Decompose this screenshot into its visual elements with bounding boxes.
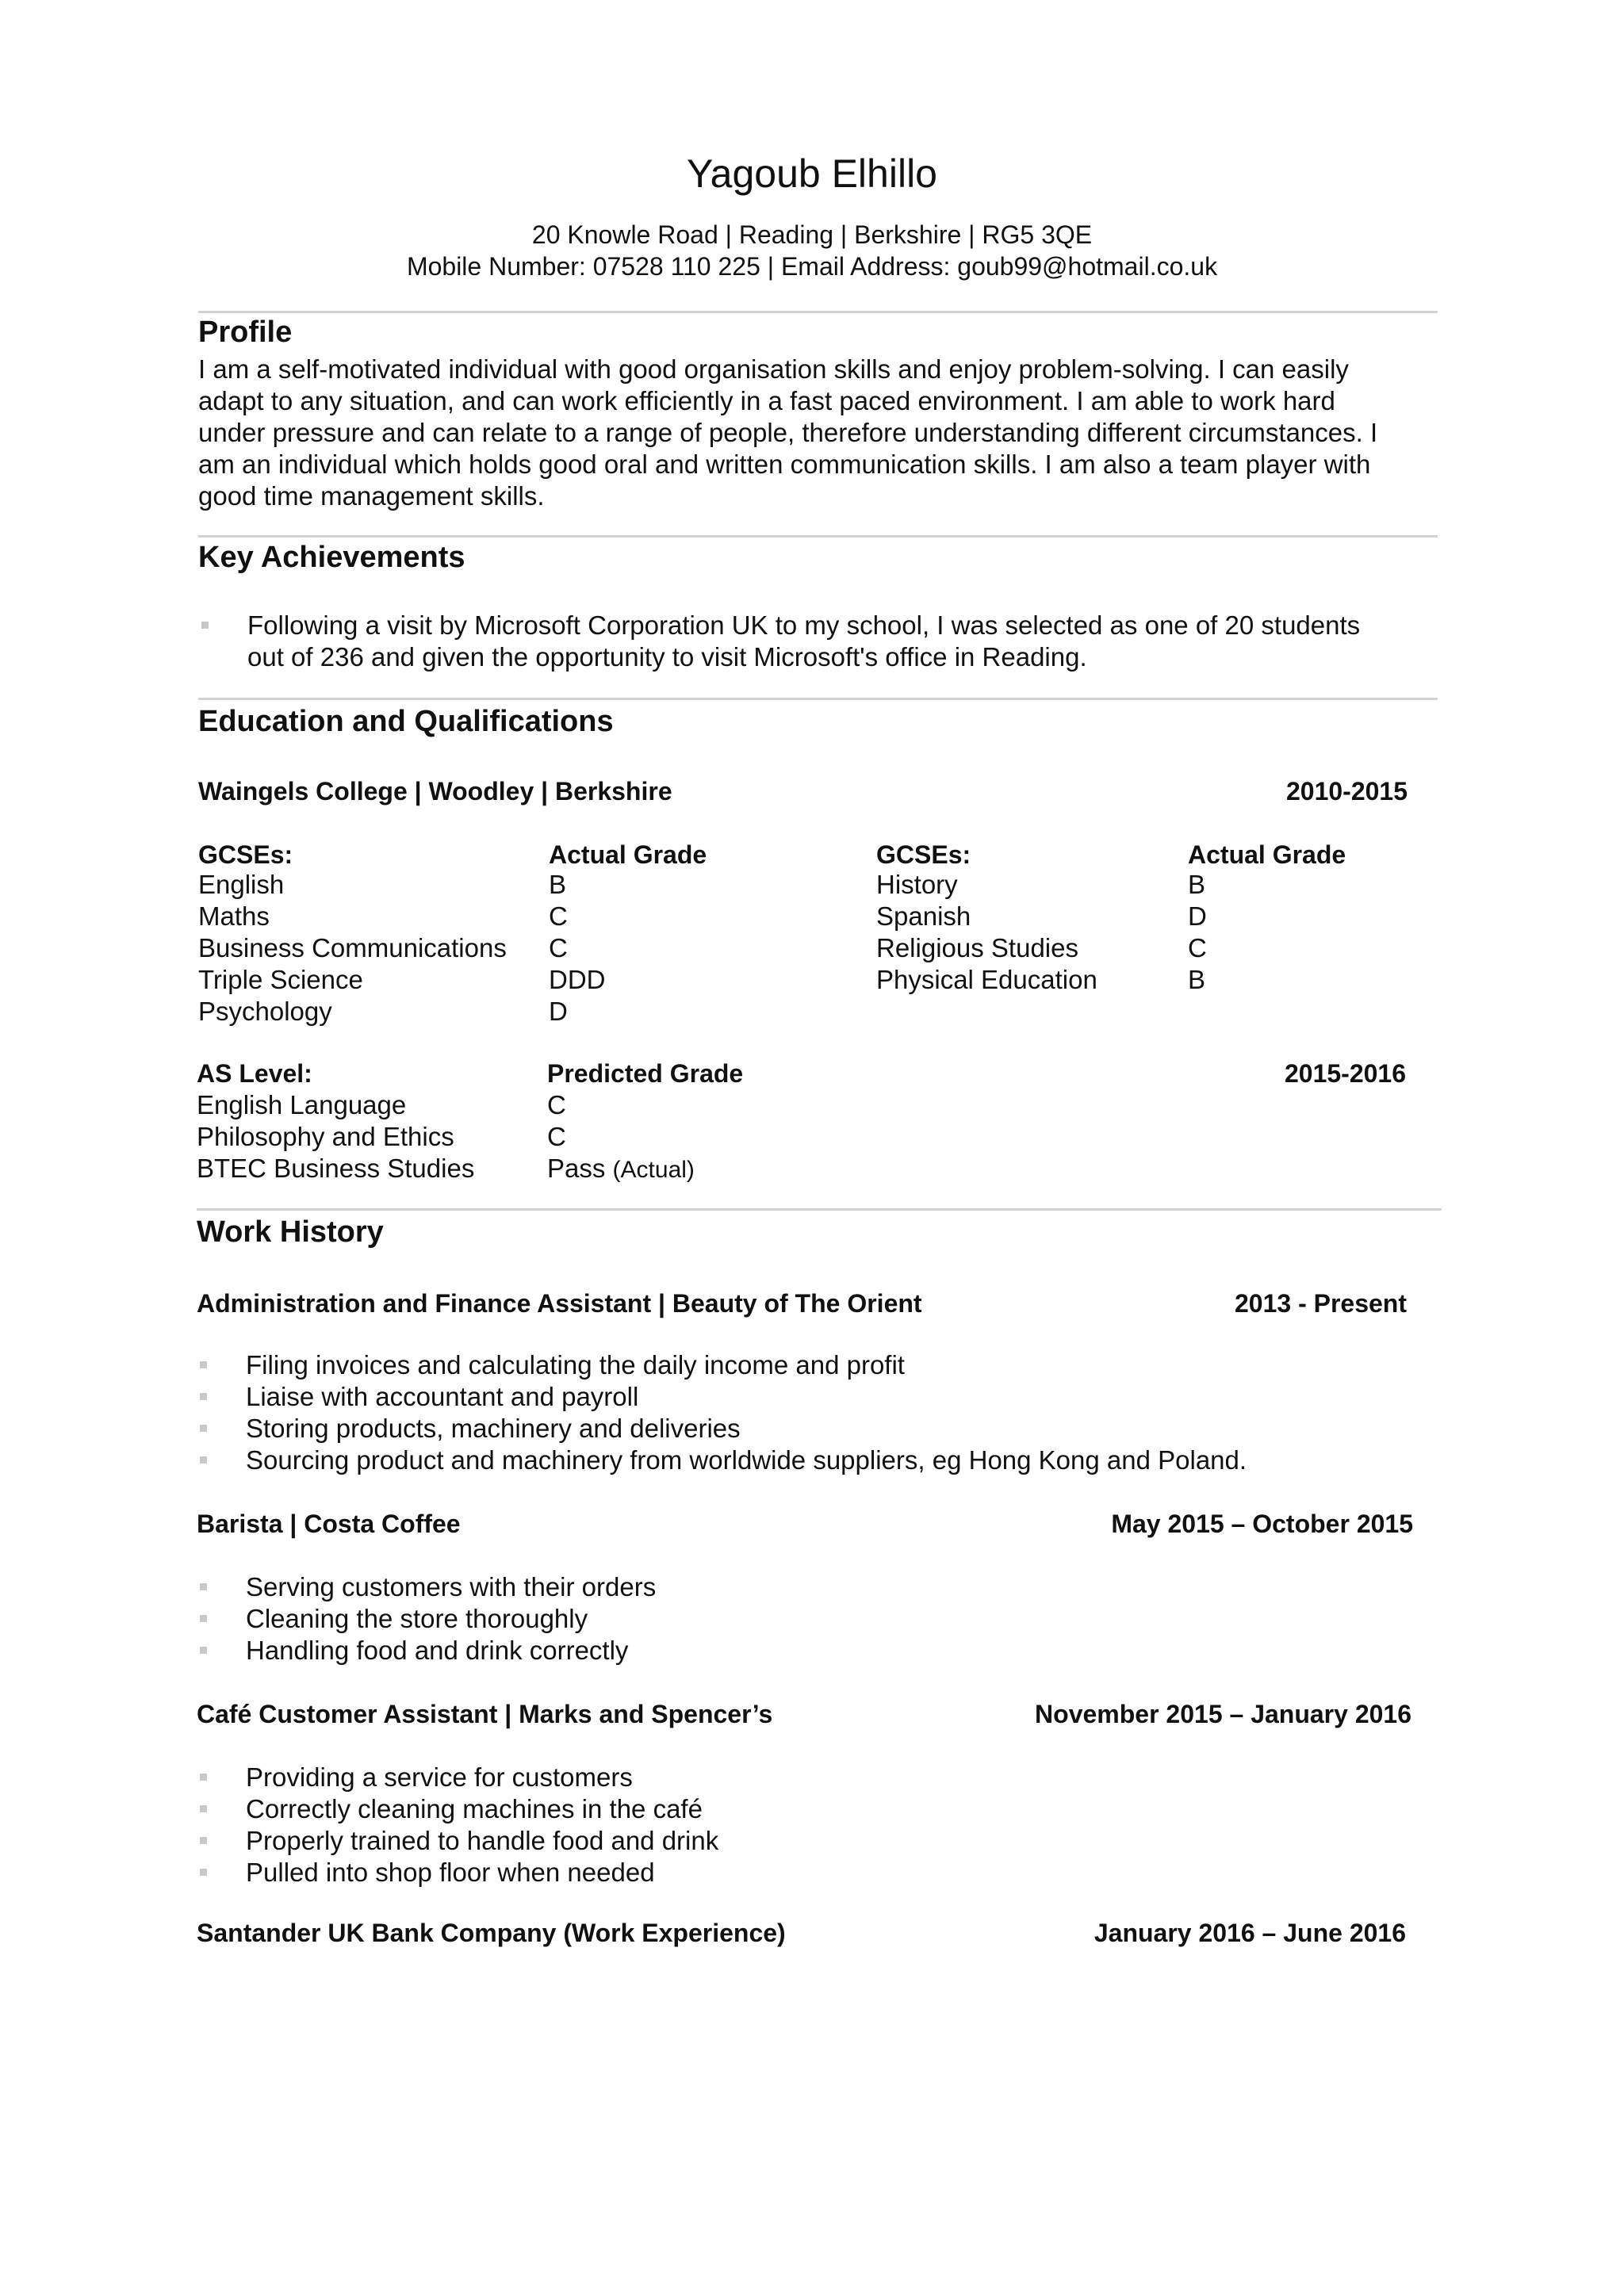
- grade-column-header: Actual Grade: [1188, 840, 1346, 869]
- grade: C: [549, 933, 568, 962]
- subject: Spanish: [876, 901, 971, 931]
- profile-line: I am a self-motivated individual with good organisation skills and enjoy problem-solving. I can easily: [198, 354, 1349, 384]
- job-duty: Liaise with accountant and payroll: [246, 1382, 639, 1411]
- subject: BTEC Business Studies: [197, 1154, 475, 1183]
- profile-line: am an individual which holds good oral and written communication skills. I am also a team player with: [198, 450, 1371, 479]
- job-duty: Filing invoices and calculating the daily income and profit: [246, 1350, 905, 1380]
- subject: Philosophy and Ethics: [197, 1122, 454, 1151]
- job-dates: November 2015 – January 2016: [1035, 1700, 1411, 1728]
- job-title: Barista | Costa Coffee: [197, 1510, 461, 1538]
- as-level-header: AS Level:: [197, 1059, 312, 1088]
- grade-column-header: Actual Grade: [549, 840, 707, 869]
- subject: Triple Science: [198, 965, 363, 994]
- divider: [198, 311, 1438, 313]
- subject: History: [876, 870, 958, 899]
- job-dates: January 2016 – June 2016: [1094, 1919, 1406, 1947]
- job-duty: Pulled into shop floor when needed: [246, 1858, 655, 1887]
- divider: [198, 698, 1438, 700]
- grade-note: (Actual): [612, 1157, 695, 1183]
- job-duty: Cleaning the store thoroughly: [246, 1604, 588, 1633]
- grade-value: Pass: [547, 1154, 606, 1183]
- grade: C: [547, 1090, 566, 1119]
- profile-line: under pressure and can relate to a range of people, therefore understanding different circumstances. I: [198, 418, 1378, 447]
- profile-line: adapt to any situation, and can work efficiently in a fast paced environment. I am able to work hard: [198, 386, 1335, 415]
- subject: Psychology: [198, 997, 332, 1026]
- job-duty: Correctly cleaning machines in the café: [246, 1794, 703, 1823]
- predicted-grade-header: Predicted Grade: [547, 1059, 744, 1088]
- bullet-icon: [201, 622, 209, 629]
- bullet-icon: [200, 1837, 207, 1844]
- bullet-icon: [200, 1774, 207, 1781]
- bullet-icon: [200, 1393, 207, 1400]
- job-duty: Properly trained to handle food and drink: [246, 1826, 719, 1855]
- gcse-column-header: GCSEs:: [198, 840, 293, 869]
- contact-line: Mobile Number: 07528 110 225 | Email Address: goub99@hotmail.co.uk: [406, 252, 1218, 281]
- grade: C: [547, 1122, 566, 1151]
- grade: [547, 1153, 695, 1186]
- candidate-name: Yagoub Elhillo: [687, 151, 937, 196]
- job-title: Santander UK Bank Company (Work Experience): [197, 1919, 786, 1947]
- job-title: Café Customer Assistant | Marks and Spencer’s: [197, 1700, 773, 1728]
- address-line: 20 Knowle Road | Reading | Berkshire | RG5 3QE: [531, 220, 1093, 249]
- work-heading: Work History: [197, 1215, 384, 1249]
- bullet-icon: [200, 1647, 207, 1654]
- subject: Religious Studies: [876, 933, 1078, 962]
- grade: DDD: [549, 965, 606, 994]
- job-duty: Providing a service for customers: [246, 1762, 633, 1792]
- bullet-icon: [200, 1615, 207, 1622]
- subject: Maths: [198, 901, 270, 931]
- bullet-icon: [200, 1425, 207, 1432]
- school-name: Waingels College | Woodley | Berkshire: [198, 777, 672, 806]
- bullet-icon: [200, 1456, 207, 1464]
- achievement-text: out of 236 and given the opportunity to visit Microsoft's office in Reading.: [247, 642, 1087, 672]
- grade: B: [549, 870, 567, 899]
- grade: B: [1188, 870, 1206, 899]
- achievement-text: Following a visit by Microsoft Corporation UK to my school, I was selected as one of 20 students: [247, 610, 1361, 640]
- subject: English: [198, 870, 285, 899]
- job-duty: Serving customers with their orders: [246, 1572, 657, 1601]
- job-duty: Storing products, machinery and deliveries: [246, 1414, 741, 1443]
- divider: [198, 535, 1438, 538]
- bullet-icon: [200, 1583, 207, 1590]
- job-dates: May 2015 – October 2015: [1111, 1510, 1413, 1538]
- grade: B: [1188, 965, 1206, 994]
- bullet-icon: [200, 1805, 207, 1812]
- subject: Business Communications: [198, 933, 507, 962]
- school-dates: 2010-2015: [1285, 777, 1408, 806]
- bullet-icon: [200, 1361, 207, 1368]
- job-duty: Sourcing product and machinery from worldwide suppliers, eg Hong Kong and Poland.: [246, 1445, 1247, 1475]
- grade: D: [1188, 901, 1207, 931]
- achievements-heading: Key Achievements: [198, 541, 465, 574]
- job-dates: 2013 - Present: [1234, 1289, 1407, 1318]
- as-level-dates: 2015-2016: [1284, 1059, 1406, 1088]
- subject: Physical Education: [876, 965, 1097, 994]
- job-title: Administration and Finance Assistant | Beauty of The Orient: [197, 1289, 922, 1318]
- grade: D: [549, 997, 568, 1026]
- grade: C: [549, 901, 568, 931]
- divider: [197, 1208, 1442, 1211]
- subject: English Language: [197, 1090, 407, 1119]
- job-duty: Handling food and drink correctly: [246, 1636, 629, 1665]
- profile-heading: Profile: [198, 316, 293, 349]
- bullet-icon: [200, 1869, 207, 1876]
- gcse-column-header: GCSEs:: [876, 840, 971, 869]
- profile-line: good time management skills.: [198, 481, 545, 511]
- grade: C: [1188, 933, 1207, 962]
- education-heading: Education and Qualifications: [198, 705, 614, 738]
